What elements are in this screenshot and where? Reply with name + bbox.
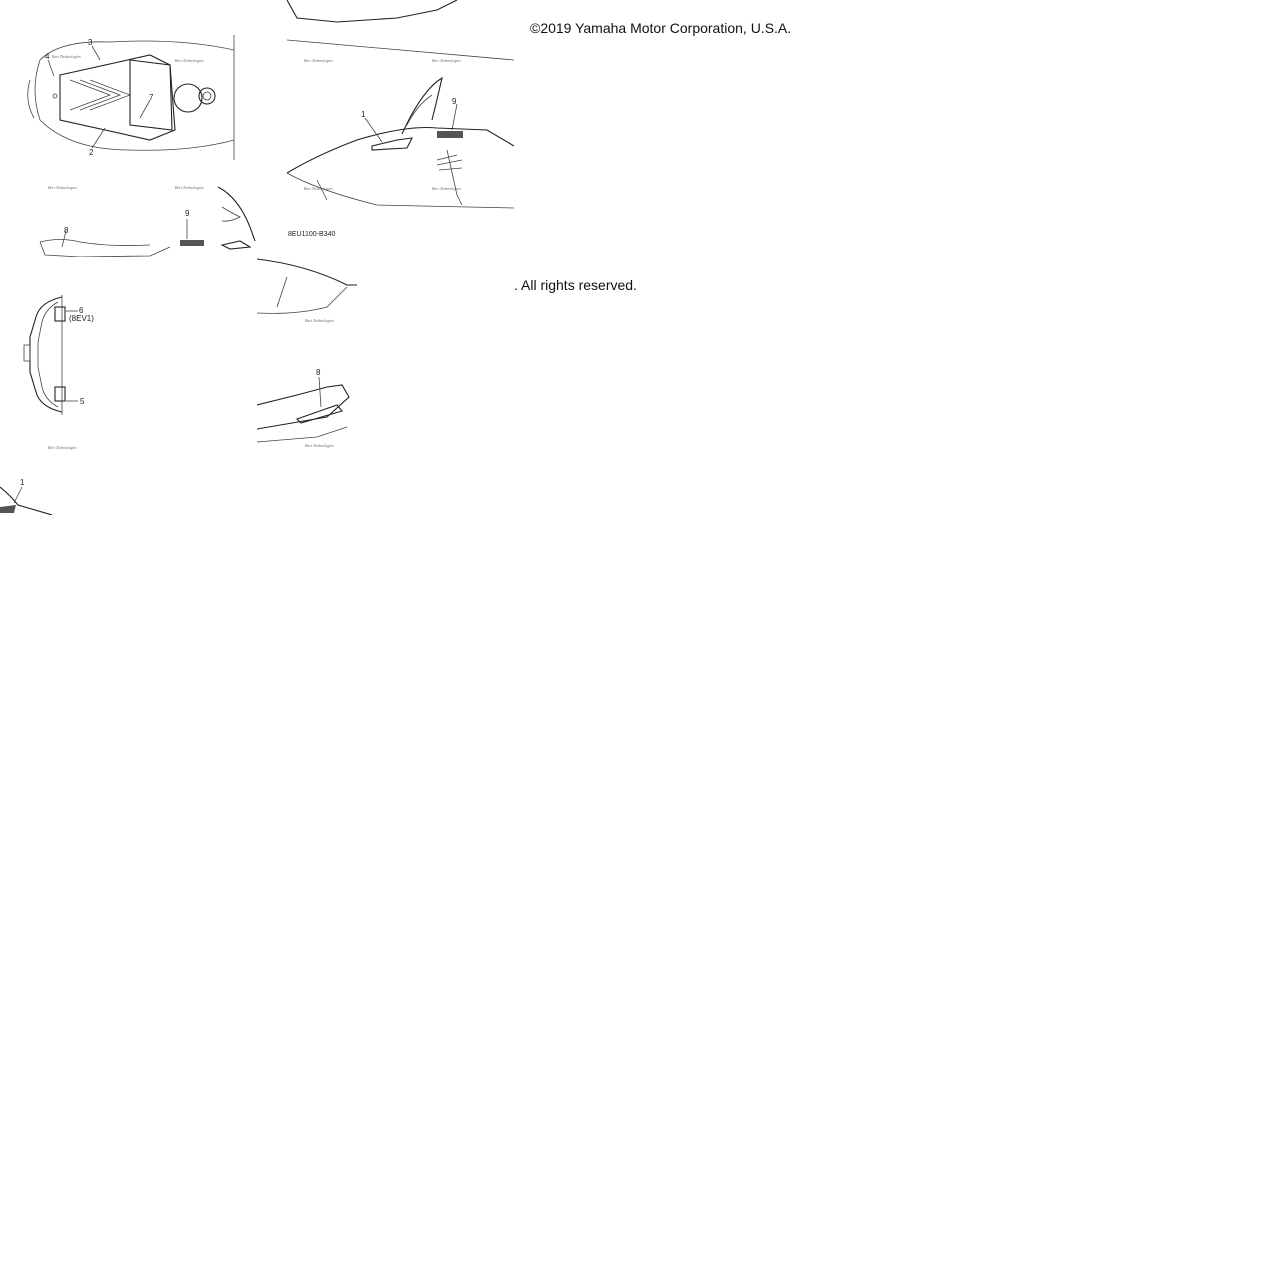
callout-9: 9 [452,97,457,106]
diagram-code: 8EU1100-B340 [288,231,336,238]
callout-5: 5 [80,397,85,406]
tile-rear-view [0,257,257,454]
callout-8: 8 [64,226,69,235]
callout-9: 9 [185,209,190,218]
callout-1: 1 [20,478,25,487]
rear-view-drawing [0,257,257,454]
callout-6: 6 [79,306,84,315]
watermark: Bert Technologies [304,186,333,191]
watermark: Bert Technologies [175,185,204,190]
hull-side-strip-drawing [0,177,257,257]
tile-bow-fragment [257,257,357,327]
callout-4: 4 [45,52,50,61]
tile-deck-top-view [0,0,257,257]
callout-7: 7 [149,93,154,102]
corner-drawing [0,475,52,515]
copyright-text: ©2019 Yamaha Motor Corporation, U.S.A. [530,20,792,36]
watermark: Bert Technologies [48,445,77,450]
watermark: Bert Technologies [175,58,204,63]
watermark: Bert Technologies [304,58,333,63]
hull-side-drawing [257,0,514,257]
callout-6-note: (8EV1) [69,314,94,323]
rights-reserved-text: . All rights reserved. [514,277,637,293]
tile-stern-detail [257,367,357,454]
tile-corner-fragment [0,475,52,515]
stern-drawing [257,367,357,454]
tile-hull-side-view [257,0,514,257]
callout-2: 2 [89,148,94,157]
bow-drawing [257,257,357,327]
watermark: Bert Technologies [305,318,334,323]
watermark: Bert Technologies [305,443,334,448]
watermark: Bert Technologies [432,186,461,191]
watermark: Bert Technologies [48,185,77,190]
callout-8: 8 [316,368,321,377]
callout-3: 3 [88,38,93,47]
watermark: Bert Technologies [52,54,81,59]
watermark: Bert Technologies [432,58,461,63]
callout-1: 1 [361,110,366,119]
